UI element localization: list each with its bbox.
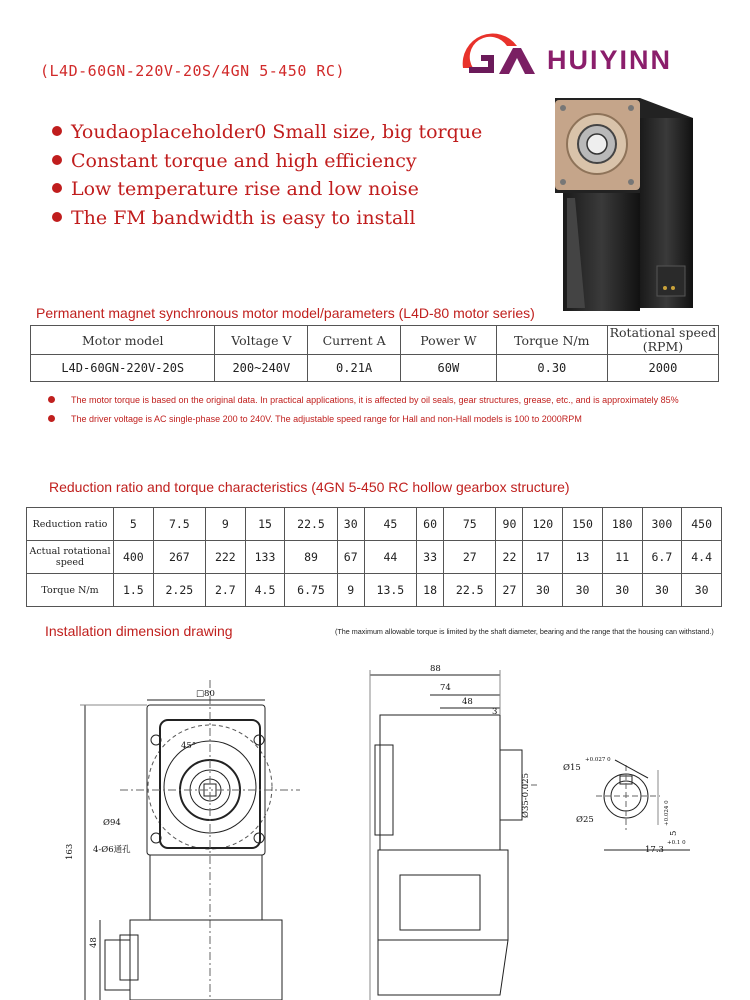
table-cell: 22.5 [444,574,496,607]
col-header: Power W [400,326,496,355]
table-cell: 60W [400,355,496,382]
dim-square: □80 [196,689,215,699]
brand-logo [455,18,725,88]
table-cell: 4.5 [245,574,285,607]
brand-name: HUIYINN [547,45,673,75]
table-cell: 67 [337,541,364,574]
table-cell: 90 [496,508,523,541]
bullet-icon [48,396,55,403]
feature-list [52,118,482,232]
dim-shaft-tol: +0.027 0 [585,757,611,763]
table-cell: 9 [205,508,245,541]
feature-item: The FM bandwidth is easy to install [52,204,482,233]
motor-params-table [30,325,719,382]
table-cell: 30 [602,574,642,607]
install-note: (The maximum allowable torque is limited by the shaft diameter, bearing and the range that the housing can withstand.) [335,627,714,636]
table-cell: 120 [523,508,563,541]
table-cell: 30 [682,574,722,607]
table-cell: 450 [682,508,722,541]
table-cell: 2.7 [205,574,245,607]
model-title: (L4D-60GN-220V-20S/4GN 5-450 RC) [40,62,345,80]
dim-key-height: 17.3 [645,845,664,855]
reduction-table [26,507,722,607]
feature-item: Youdaoplaceholder0 Small size, big torque [52,118,482,147]
speed-row [27,541,722,574]
table-cell: 30 [523,574,563,607]
table-cell: 2.25 [153,574,205,607]
dim-3: 3 [492,707,498,717]
dim-key-height-tol: +0.1 0 [667,840,686,846]
table-cell: 11 [602,541,642,574]
table-cell: 6.7 [642,541,682,574]
motor-photo [545,98,695,313]
table-cell: 22.5 [285,508,337,541]
note-item: The motor torque is based on the original data. In practical applications, it is affected by oil seals, gear structures, grease, etc., and is approximately 85% [48,391,679,410]
table-cell: 44 [364,541,416,574]
col-header: Current A [308,326,401,355]
table-cell: 33 [417,541,444,574]
feature-item: Constant torque and high efficiency [52,147,482,176]
feature-item: Low temperature rise and low noise [52,175,482,204]
dim-88: 88 [430,664,441,674]
table-cell: 222 [205,541,245,574]
table-cell: 6.75 [285,574,337,607]
col-header: Voltage V [215,326,308,355]
bullet-icon [52,212,62,222]
table-cell: 300 [642,508,682,541]
dim-angle: 45° [181,741,197,751]
table-header-row [31,326,719,355]
table-cell: 7.5 [153,508,205,541]
ratio-row [27,508,722,541]
table-cell: 1.5 [114,574,154,607]
table-cell: 0.30 [496,355,607,382]
dim-key-dia: Ø25 [576,815,594,825]
table-cell: 4.4 [682,541,722,574]
table-cell: 27 [444,541,496,574]
bullet-icon [48,415,55,422]
table-cell: 27 [496,574,523,607]
table-cell: 13 [563,541,603,574]
motor-section-title: Permanent magnet synchronous motor model/parameters (L4D-80 motor series) [36,305,535,321]
table-cell: 75 [444,508,496,541]
bullet-icon [52,155,62,165]
table-cell: 2000 [607,355,718,382]
table-cell: 13.5 [364,574,416,607]
col-header: Torque N/m [496,326,607,355]
dim-height: 163 [65,843,75,860]
dim-74: 74 [440,683,451,693]
table-cell: L4D-60GN-220V-20S [31,355,215,382]
table-cell: 17 [523,541,563,574]
table-cell: 5 [114,508,154,541]
table-cell: 133 [245,541,285,574]
table-cell: 22 [496,541,523,574]
dim-48: 48 [462,697,473,707]
table-cell: 400 [114,541,154,574]
table-cell: 150 [563,508,603,541]
table-cell: 89 [285,541,337,574]
dim-shaft: Ø15 [563,763,581,773]
dim-bore: Ø35-0.025 [521,773,531,818]
bullet-icon [52,126,62,136]
row-header: Reduction ratio [27,508,114,541]
dim-holes: 4-Ø6通孔 [93,845,131,855]
col-header: Rotational speed (RPM) [607,326,718,355]
col-header: Motor model [31,326,215,355]
row-header: Torque N/m [27,574,114,607]
table-cell: 30 [642,574,682,607]
table-cell: 9 [337,574,364,607]
table-cell: 30 [563,574,603,607]
bullet-icon [52,183,62,193]
row-header: Actual rotational speed [27,541,114,574]
table-cell: 60 [417,508,444,541]
motor-notes [48,391,679,429]
note-item: The driver voltage is AC single-phase 200 to 240V. The adjustable speed range for Hall and non-Hall models is 100 to 2000RPM [48,410,679,429]
table-cell: 200~240V [215,355,308,382]
torque-row [27,574,722,607]
install-section-title: Installation dimension drawing [45,623,233,639]
table-cell: 18 [417,574,444,607]
dim-gear-height: 48 [89,937,99,948]
table-cell: 30 [337,508,364,541]
table-cell: 15 [245,508,285,541]
table-row [31,355,719,382]
table-cell: 0.21A [308,355,401,382]
table-cell: 267 [153,541,205,574]
table-cell: 180 [602,508,642,541]
dimension-drawing [0,640,750,1000]
dim-key-width-tol: +0.024 0 [664,800,670,826]
dim-pcd: Ø94 [103,818,121,828]
dim-key-width: 5 [669,830,679,836]
reduction-section-title: Reduction ratio and torque characteristics (4GN 5-450 RC hollow gearbox structure) [49,479,570,495]
table-cell: 45 [364,508,416,541]
